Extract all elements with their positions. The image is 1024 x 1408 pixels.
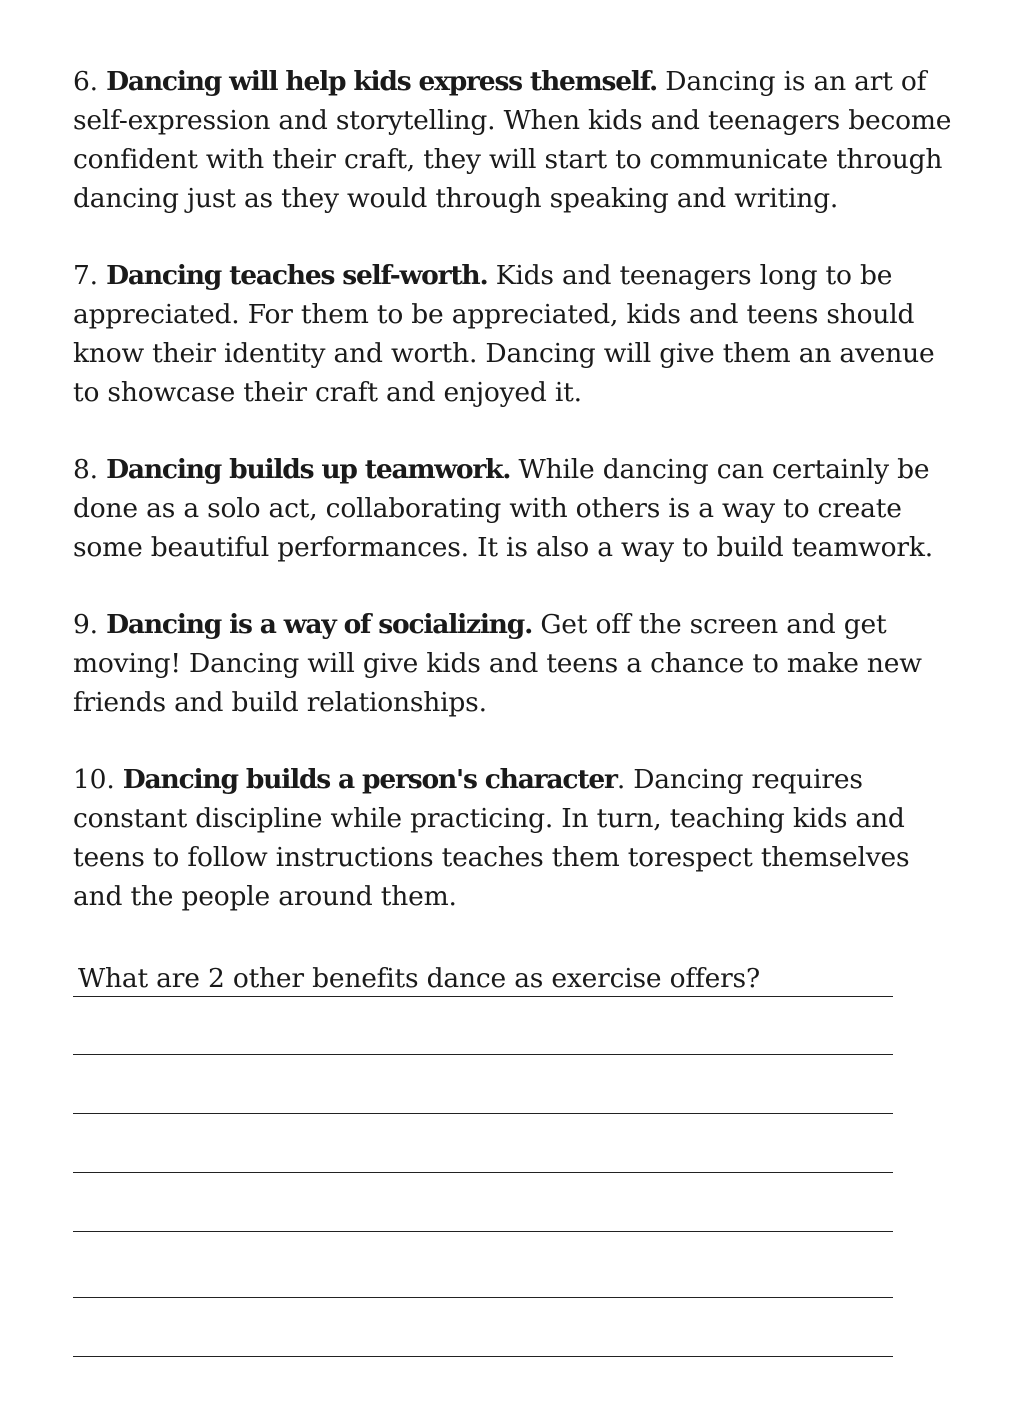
benefit-item-10 — [73, 760, 953, 916]
item-number: 6. — [73, 66, 107, 97]
item-body: Get off the screen and get moving! Dancing will give kids and teens a chance to make new friends and build relationships. — [73, 609, 922, 718]
benefit-item-8 — [73, 450, 953, 567]
answer-line[interactable] — [73, 1054, 893, 1055]
item-body: . Dancing requires constant discipline while practicing. In turn, teaching kids and teens to follow instructions teaches them torespect themselves and the people around them. — [73, 764, 910, 912]
item-heading: Dancing builds up teamwork. — [106, 454, 511, 485]
benefit-item-6 — [73, 62, 953, 218]
answer-line[interactable] — [73, 1297, 893, 1298]
answer-line[interactable] — [73, 1172, 893, 1173]
item-heading: Dancing builds a person's character — [122, 764, 617, 795]
worksheet-content — [73, 62, 953, 954]
item-heading: Dancing teaches self-worth. — [106, 260, 488, 291]
benefit-item-7 — [73, 256, 953, 412]
item-body: While dancing can certainly be done as a solo act, collaborating with others is a way to create some beautiful performances. It is also a way to build teamwork. — [73, 454, 933, 563]
item-body: Dancing is an art of self-expression and storytelling. When kids and teenagers become confident with their craft, they will start to communicate through dancing just as they would through speaking and writing. — [73, 66, 952, 214]
answer-line[interactable] — [73, 1113, 893, 1114]
item-number: 8. — [73, 454, 107, 485]
item-heading: Dancing is a way of socializing. — [106, 609, 533, 640]
item-body: Kids and teenagers long to be appreciated. For them to be appreciated, kids and teens should know their identity and worth. Dancing will give them an avenue to showcase their craft and enjoyed it. — [73, 260, 935, 408]
answer-line[interactable] — [73, 1356, 893, 1357]
item-heading: Dancing will help kids express themself. — [106, 66, 658, 97]
item-number: 7. — [73, 260, 107, 291]
item-number: 10. — [73, 764, 123, 795]
item-number: 9. — [73, 609, 107, 640]
answer-line[interactable] — [73, 1231, 893, 1232]
question-prompt: What are 2 other benefits dance as exercise offers? — [73, 962, 893, 997]
benefit-item-9 — [73, 605, 953, 722]
